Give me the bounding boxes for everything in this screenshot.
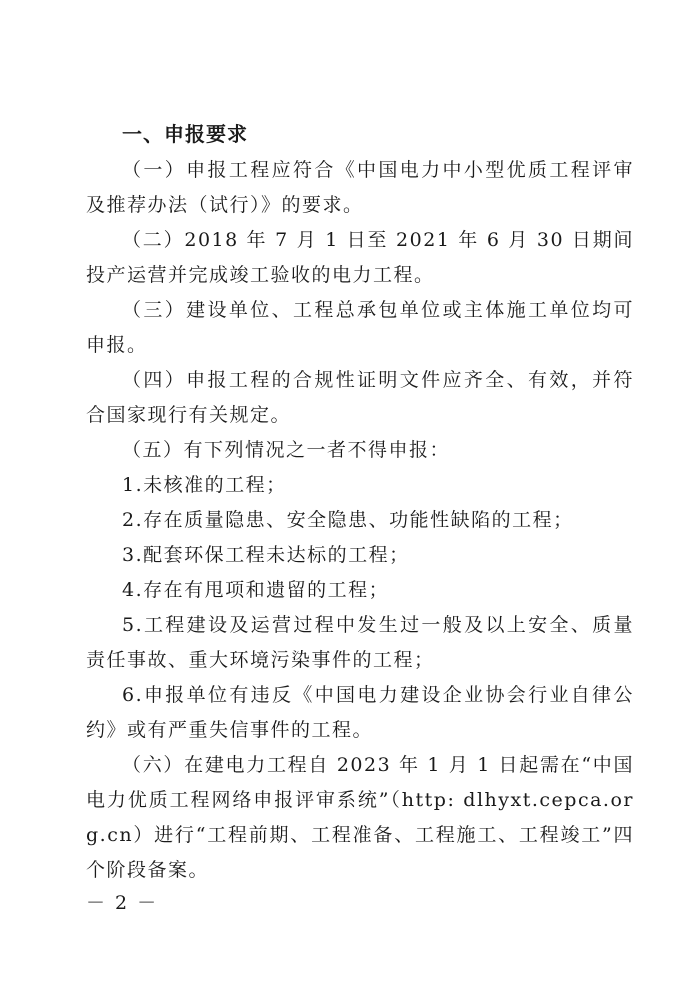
list-item-2: 2.存在质量隐患、安全隐患、功能性缺陷的工程； <box>122 509 574 531</box>
list-item-5: 5.工程建设及运营过程中发生过一般及以上安全、质量责任事故、重大环境污染事件的工程； <box>86 614 634 671</box>
list-item-3: 3.配套环保工程未达标的工程； <box>122 544 410 566</box>
list-item-4: 4.存在有甩项和遗留的工程； <box>122 579 390 601</box>
document-body <box>86 120 634 888</box>
paragraph-1: （一）申报工程应符合《中国电力中小型优质工程评审及推荐办法（试行）》的要求。 <box>86 159 634 216</box>
paragraph-6: （六）在建电力工程自 2023 年 1 月 1 日起需在“中国电力优质工程网络申报评审系统”（http: dlhyxt.cepca.org.cn）进行“工程前期、工程准备、工程施工、工程竣工”四个阶段备案。 <box>86 754 634 881</box>
list-item-1: 1.未核准的工程； <box>122 474 287 496</box>
paragraph-5: （五）有下列情况之一者不得申报： <box>122 439 451 461</box>
page-number: － 2 － <box>86 892 159 914</box>
paragraph-4: （四）申报工程的合规性证明文件应齐全、有效，并符合国家现行有关规定。 <box>86 369 634 426</box>
list-item-6: 6.申报单位有违反《中国电力建设企业协会行业自律公约》或有严重失信事件的工程。 <box>86 684 634 741</box>
paragraph-3: （三）建设单位、工程总承包单位或主体施工单位均可申报。 <box>86 299 634 356</box>
section-heading: 一、申报要求 <box>122 122 248 146</box>
paragraph-2: （二）2018 年 7 月 1 日至 2021 年 6 月 30 日期间投产运营并完成竣工验收的电力工程。 <box>86 229 634 286</box>
